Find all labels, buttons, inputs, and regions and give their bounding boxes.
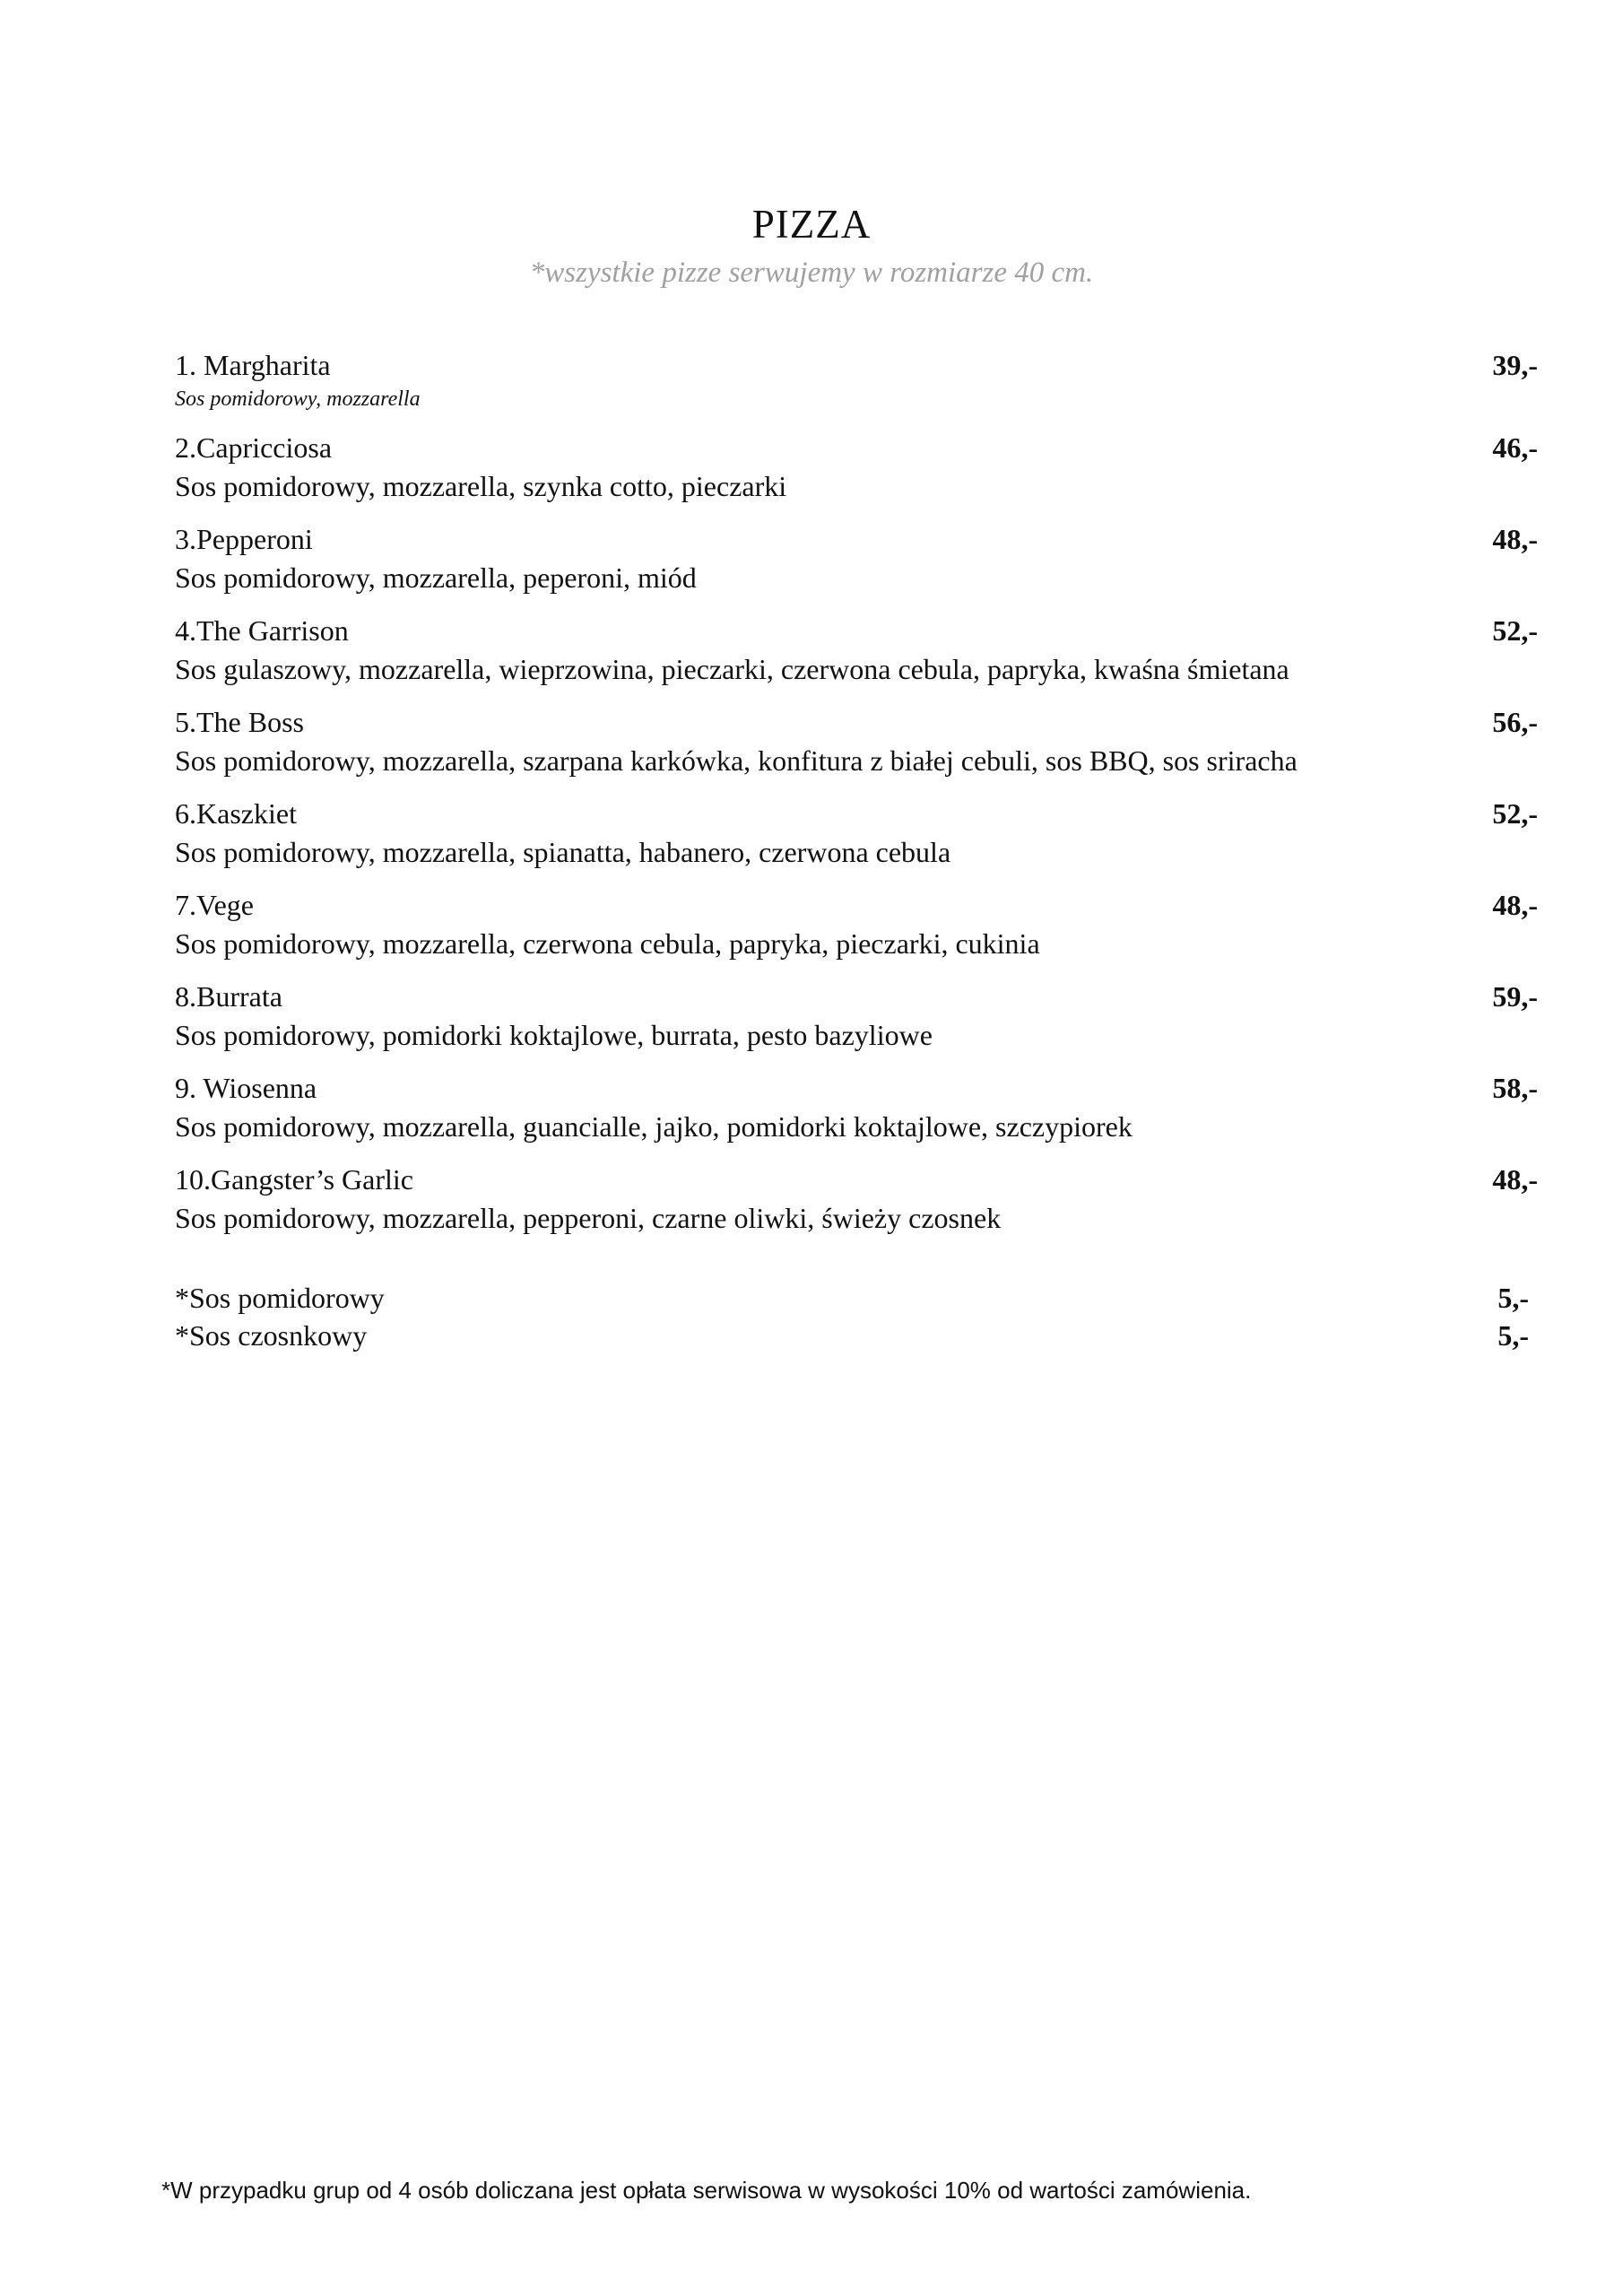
menu-item <box>175 520 1538 597</box>
menu-item-price: 52,- <box>1492 614 1538 647</box>
menu-item-price: 58,- <box>1492 1072 1538 1104</box>
menu-item-description: Sos gulaszowy, mozzarella, wieprzowina, pieczarki, czerwona cebula, papryka, kwaśna śmietana <box>175 653 1289 685</box>
menu-item-price: 48,- <box>1492 1163 1538 1196</box>
menu-item-name: 1. Margharita <box>175 349 331 381</box>
menu-item <box>175 429 1538 506</box>
menu-item-name: 4.The Garrison <box>175 614 349 647</box>
menu-item <box>175 1161 1538 1238</box>
menu-item-description: Sos pomidorowy, pomidorki koktajlowe, burrata, pesto bazyliowe <box>175 1019 933 1051</box>
menu-item-name: 9. Wiosenna <box>175 1072 317 1104</box>
extra-item-price: 5,- <box>1497 1319 1529 1352</box>
menu-item-description: Sos pomidorowy, mozzarella, czerwona cebula, papryka, pieczarki, cukinia <box>175 927 1040 960</box>
menu-item-name: 6.Kaszkiet <box>175 797 297 830</box>
menu-item-price: 48,- <box>1492 889 1538 921</box>
menu-item <box>175 978 1538 1055</box>
menu-item <box>175 795 1538 872</box>
menu-item <box>175 1069 1538 1146</box>
extra-item <box>175 1279 1529 1317</box>
menu-item-name: 10.Gangster’s Garlic <box>175 1163 413 1196</box>
menu-item-name: 8.Burrata <box>175 980 282 1013</box>
menu-item-price: 52,- <box>1492 797 1538 830</box>
pizza-menu-list <box>175 346 1538 1252</box>
menu-item-price: 46,- <box>1492 431 1538 464</box>
menu-item-name: 7.Vege <box>175 889 254 921</box>
menu-item-description: Sos pomidorowy, mozzarella, szynka cotto, pieczarki <box>175 470 787 502</box>
menu-item-price: 39,- <box>1492 349 1538 381</box>
menu-item-name: 2.Capricciosa <box>175 431 333 464</box>
extra-item-price: 5,- <box>1497 1282 1529 1314</box>
menu-item-name: 5.The Boss <box>175 706 304 738</box>
menu-item-price: 48,- <box>1492 523 1538 555</box>
extras-list <box>175 1279 1529 1354</box>
menu-item-description: Sos pomidorowy, mozzarella, spianatta, habanero, czerwona cebula <box>175 836 951 868</box>
extra-item-name: *Sos czosnkowy <box>175 1319 368 1352</box>
menu-item <box>175 346 1538 414</box>
menu-item-name: 3.Pepperoni <box>175 523 313 555</box>
extra-item <box>175 1317 1529 1354</box>
menu-item-price: 59,- <box>1492 980 1538 1013</box>
menu-item <box>175 886 1538 963</box>
menu-item-description: Sos pomidorowy, mozzarella, szarpana karkówka, konfitura z białej cebuli, sos BBQ, sos sriracha <box>175 744 1298 777</box>
extra-item-name: *Sos pomidorowy <box>175 1282 385 1314</box>
menu-item <box>175 612 1538 689</box>
page-subtitle: *wszystkie pizze serwujemy w rozmiarze 40 cm. <box>529 257 1094 289</box>
menu-item-description: Sos pomidorowy, mozzarella <box>175 387 421 411</box>
menu-item-description: Sos pomidorowy, mozzarella, guancialle, jajko, pomidorki koktajlowe, szczypiorek <box>175 1110 1133 1143</box>
service-fee-footnote: *W przypadku grup od 4 osób doliczana jest opłata serwisowa w wysokości 10% od wartości zamówienia. <box>161 2177 1252 2204</box>
menu-item-description: Sos pomidorowy, mozzarella, peperoni, miód <box>175 561 697 594</box>
menu-item-price: 56,- <box>1492 706 1538 738</box>
menu-item-description: Sos pomidorowy, mozzarella, pepperoni, czarne oliwki, świeży czosnek <box>175 1202 1002 1234</box>
menu-item <box>175 703 1538 780</box>
page-title: PIZZA <box>751 202 872 247</box>
